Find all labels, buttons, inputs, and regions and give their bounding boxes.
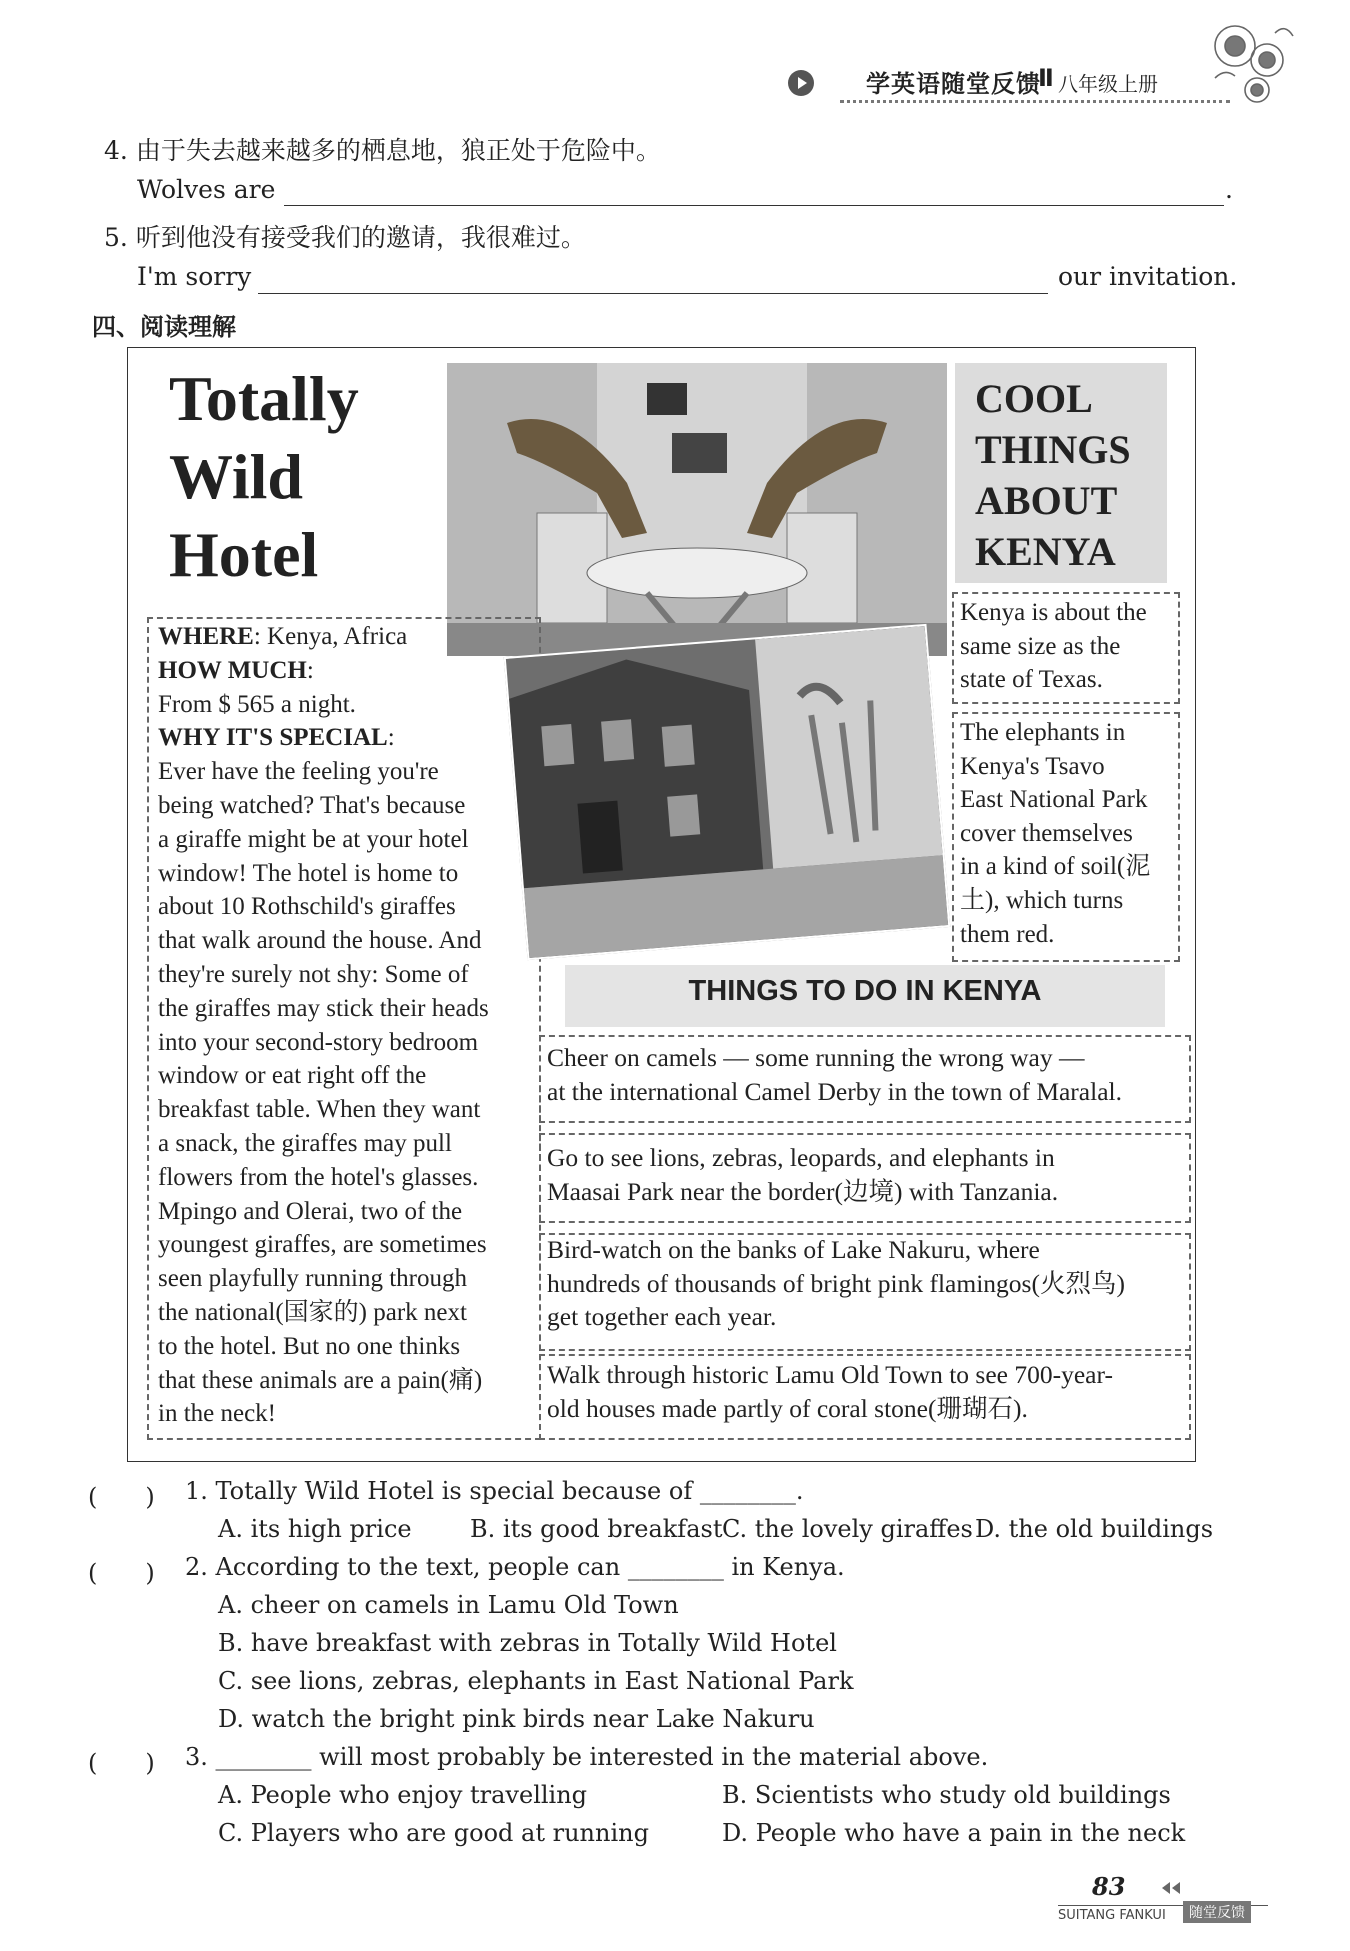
giraffe-breakfast-photo (447, 363, 947, 656)
header-divider (840, 100, 1230, 103)
translation-item-4 (104, 131, 661, 167)
translation-item-5 (104, 218, 586, 254)
q1-option-d[interactable]: D. the old buildings (975, 1515, 1214, 1543)
question-2-stem: 2. According to the text, people can ________ in Kenya. (185, 1553, 845, 1581)
body-line: in the neck! (158, 1400, 277, 1428)
body-line: that these animals are a pain(痛) (158, 1366, 483, 1394)
body-line: the giraffes may stick their heads (158, 994, 489, 1022)
question-3-bracket[interactable]: ( ) (88, 1749, 155, 1777)
page-arrows-icon (1160, 1880, 1184, 1899)
section-title: 四、阅读理解 (92, 313, 236, 341)
book-title: 学英语随堂反馈 (866, 70, 1041, 98)
body-line: about 10 Rothschild's giraffes (158, 893, 456, 921)
fact-line: East National Park (960, 786, 1148, 814)
todo-line: get together each year. (547, 1302, 777, 1331)
body-line: flowers from the hotel's glasses. (158, 1163, 479, 1191)
body-line: that walk around the house. And (158, 927, 482, 955)
article-title (169, 360, 359, 594)
todo-text-camels (547, 1041, 1122, 1108)
footer-brand: SUITANG FANKUI (1058, 1908, 1166, 1923)
howmuch-line: HOW MUCH: (158, 656, 314, 684)
body-line: a snack, the giraffes may pull (158, 1129, 452, 1157)
item-number: 4. (104, 136, 128, 165)
answer-blank-4[interactable] (284, 205, 1224, 206)
body-line: they're surely not shy: Some of (158, 960, 469, 988)
kenya-size-fact (960, 596, 1180, 697)
todo-line: at the international Camel Derby in the town of Maralal. (547, 1076, 1122, 1106)
elephant-fact (960, 716, 1180, 951)
question-1-bracket[interactable]: ( ) (88, 1483, 155, 1511)
where-line (158, 620, 538, 654)
body-line: the national(国家的) park next (158, 1298, 467, 1326)
book-grade: 八年级上册 (1058, 72, 1158, 96)
manor-house-photo (504, 624, 951, 960)
q3-option-d[interactable]: D. People who have a pain in the neck (722, 1819, 1186, 1847)
item-chinese: 听到他没有接受我们的邀请，我很难过。 (135, 223, 586, 252)
q1-option-a[interactable]: A. its high price (218, 1515, 412, 1543)
q3-option-a[interactable]: A. People who enjoy travelling (218, 1781, 588, 1809)
where-value: : Kenya, Africa (253, 623, 408, 650)
answer-blank-5[interactable] (258, 293, 1048, 294)
fact-line: in a kind of soil(泥 (960, 853, 1151, 881)
todo-text-lamu (547, 1358, 1113, 1425)
cool-things-title (975, 373, 1131, 577)
body-line: window! The hotel is home to (158, 859, 459, 887)
fact-line: them red. (960, 920, 1055, 948)
q2-option-c[interactable]: C. see lions, zebras, elephants in East National Park (218, 1667, 854, 1695)
q2-option-d[interactable]: D. watch the bright pink birds near Lake Nakuru (218, 1705, 815, 1733)
question-1-stem: 1. Totally Wild Hotel is special because of ________. (185, 1477, 804, 1505)
answer-suffix: . (1225, 175, 1233, 204)
cool-title-line: THINGS (975, 427, 1131, 472)
todo-line: Go to see lions, zebras, leopards, and elephants in (547, 1143, 1055, 1172)
todo-line: Walk through historic Lamu Old Town to see 700-year- (547, 1360, 1113, 1389)
play-icon (788, 70, 814, 96)
howmuch-label: HOW MUCH (158, 656, 307, 684)
price-line: From $ 565 a night. (158, 690, 356, 718)
question-3-stem: 3. ________ will most probably be interested in the material above. (185, 1743, 989, 1771)
special-label: WHY IT'S SPECIAL (158, 724, 388, 752)
fact-line: Kenya is about the (960, 599, 1147, 626)
things-to-do-title: THINGS TO DO IN KENYA (688, 975, 1042, 1007)
fact-line: cover themselves (960, 819, 1133, 847)
hotel-info-text (158, 620, 538, 1431)
title-line: Wild (169, 441, 303, 512)
q3-option-b[interactable]: B. Scientists who study old buildings (722, 1781, 1171, 1809)
body-line: seen playfully running through (158, 1265, 467, 1293)
todo-line: hundreds of thousands of bright pink flamingos(火烈鸟) (547, 1268, 1125, 1298)
body-line: into your second-story bedroom (158, 1028, 479, 1056)
todo-line: Cheer on camels — some running the wrong way — (547, 1043, 1085, 1072)
q2-option-b[interactable]: B. have breakfast with zebras in Totally Wild Hotel (218, 1629, 837, 1657)
fact-line: The elephants in (960, 719, 1126, 746)
cool-title-line: KENYA (975, 529, 1116, 574)
fact-line: same size as the (960, 632, 1121, 660)
todo-line: old houses made partly of coral stone(珊瑚石). (547, 1393, 1028, 1423)
where-label: WHERE (158, 623, 254, 650)
footer-brand-badge: 随堂反馈 (1183, 1901, 1251, 1923)
body-line: Mpingo and Olerai, two of the (158, 1197, 463, 1225)
fact-line: state of Texas. (960, 666, 1103, 694)
page-number: 83 (1092, 1872, 1126, 1901)
body-line: youngest giraffes, are sometimes (158, 1231, 487, 1259)
todo-line: Bird-watch on the banks of Lake Nakuru, where (547, 1235, 1040, 1264)
todo-text-nakuru (547, 1233, 1125, 1334)
q2-option-a[interactable]: A. cheer on camels in Lamu Old Town (218, 1591, 679, 1619)
book-volume: Ⅱ (1038, 64, 1055, 92)
q1-option-c[interactable]: C. the lovely giraffes (722, 1515, 973, 1543)
q3-option-c[interactable]: C. Players who are good at running (218, 1819, 649, 1847)
answer-suffix: our invitation. (1058, 262, 1238, 291)
item-number: 5. (104, 223, 128, 252)
item-chinese: 由于失去越来越多的栖息地，狼正处于危险中。 (135, 136, 661, 165)
title-line: Hotel (169, 519, 319, 590)
body-line: a giraffe might be at your hotel (158, 825, 469, 853)
body-line: Ever have the feeling you're (158, 758, 439, 786)
fact-line: Kenya's Tsavo (960, 752, 1105, 780)
body-line: breakfast table. When they want (158, 1096, 481, 1124)
answer-prefix: Wolves are (137, 175, 276, 204)
title-line: Totally (169, 363, 359, 434)
question-2-bracket[interactable]: ( ) (88, 1559, 155, 1587)
body-line: window or eat right off the (158, 1062, 427, 1090)
body-line: to the hotel. But no one thinks (158, 1332, 461, 1360)
todo-line: Maasai Park near the border(边境) with Tanzania. (547, 1176, 1059, 1206)
q1-option-b[interactable]: B. its good breakfast (470, 1515, 723, 1543)
cool-title-line: ABOUT (975, 478, 1118, 523)
fact-line: 土), which turns (960, 886, 1124, 914)
todo-text-maasai (547, 1141, 1058, 1208)
body-line: being watched? That's because (158, 791, 466, 819)
cool-title-line: COOL (975, 376, 1093, 421)
answer-prefix: I'm sorry (137, 262, 252, 291)
special-line: WHY IT'S SPECIAL: (158, 724, 395, 752)
flower-decoration-icon (1205, 18, 1300, 112)
